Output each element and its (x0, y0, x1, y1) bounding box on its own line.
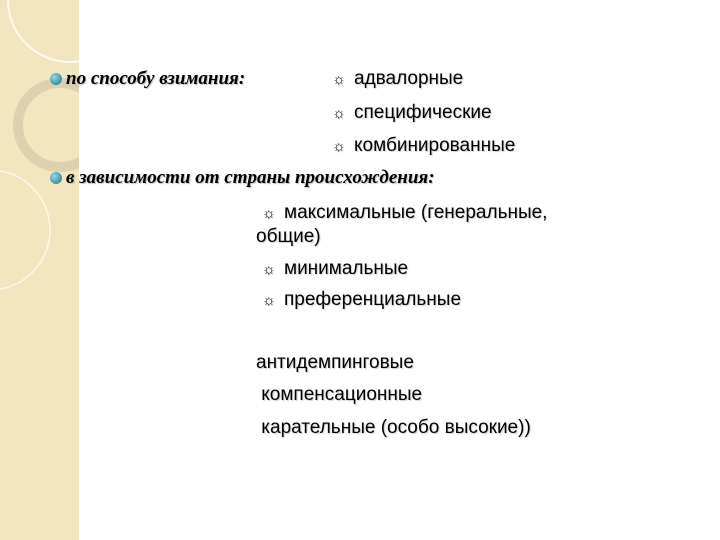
list-item-label: максимальные (генеральные, (284, 202, 548, 223)
bullet-icon (50, 172, 62, 184)
section-heading-collection-method: по способу взимания: (66, 68, 246, 89)
list-item (256, 384, 422, 406)
list-item-label: преференциальные (284, 289, 462, 310)
sun-icon: ☼ (332, 71, 346, 88)
sun-icon: ☼ (262, 205, 276, 222)
sun-icon: ☼ (332, 138, 346, 155)
list-item (332, 135, 515, 157)
list-item-label: антидемпинговые (256, 352, 414, 373)
sun-icon: ☼ (262, 261, 276, 278)
sun-icon: ☼ (262, 292, 276, 309)
list-item (256, 352, 414, 374)
list-item (332, 102, 492, 124)
section-heading-country-of-origin: в зависимости от страны происхождения: (66, 167, 435, 188)
list-item (332, 68, 463, 90)
list-item-continuation: общие) (256, 226, 321, 247)
list-item-label: компенсационные (256, 384, 423, 405)
sun-icon: ☼ (332, 105, 346, 122)
bullet-icon (50, 73, 62, 85)
list-item (256, 417, 531, 439)
list-item (262, 258, 408, 280)
list-item (262, 202, 547, 224)
list-item-label: адвалорные (354, 68, 464, 89)
list-item-label: карательные (особо высокие)) (256, 417, 531, 438)
list-item (262, 289, 461, 311)
list-item-label: минимальные (284, 258, 409, 279)
list-item-label: комбинированные (354, 135, 516, 156)
list-item-label: специфические (354, 102, 492, 123)
